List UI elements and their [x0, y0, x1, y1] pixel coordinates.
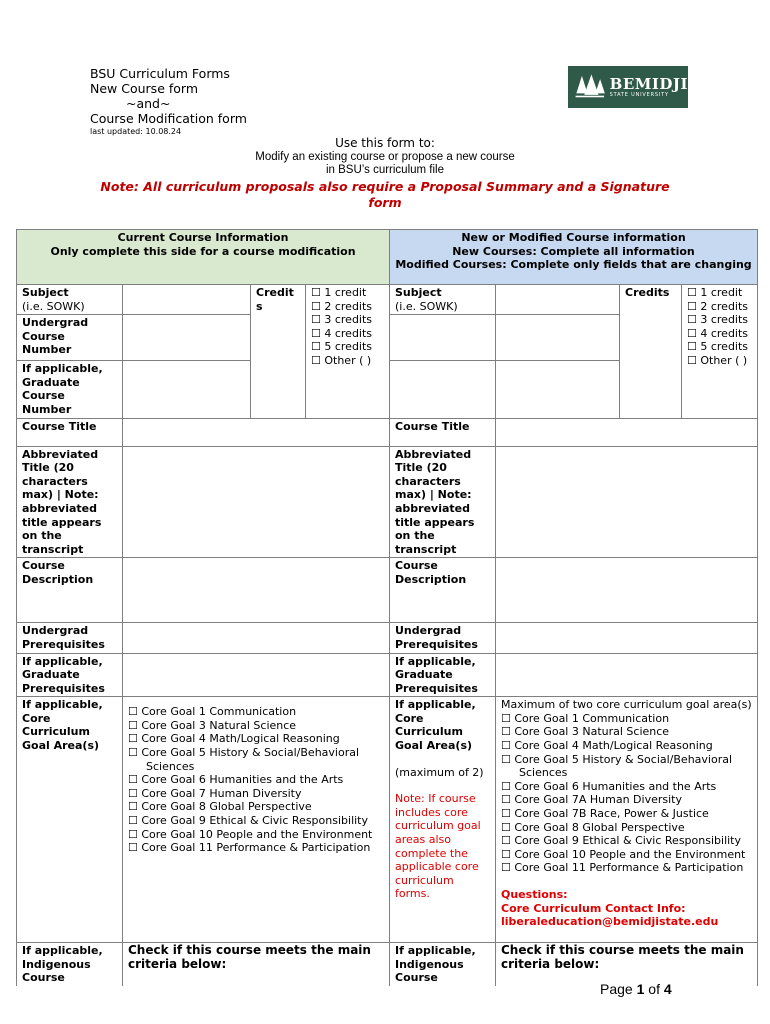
checkbox-option[interactable]: ☐ Core Goal 8 Global Perspective [128, 800, 312, 814]
grad-number-field[interactable] [123, 361, 251, 418]
checkbox-option[interactable]: ☐ Core Goal 10 People and the Environment [501, 847, 746, 861]
description-field[interactable] [123, 558, 390, 623]
checkbox-option[interactable]: ☐ 3 credits [311, 313, 373, 327]
checkbox-option[interactable]: ☐ 2 credits [311, 299, 373, 313]
header-text: Current Course Information [117, 231, 289, 244]
form-header [90, 66, 247, 137]
undergrad-number-label: Undergrad Course Number [17, 315, 123, 361]
course-title-field[interactable] [123, 418, 390, 446]
undergrad-prereq-field[interactable] [496, 623, 758, 653]
label: s [256, 299, 263, 313]
checkbox-option[interactable]: ☐ Core Goal 11 Performance & Participation [128, 841, 371, 855]
checkbox-option[interactable]: ☐ 2 credits [687, 299, 749, 313]
undergrad-prereq-label: Undergrad Prerequisites [390, 623, 496, 653]
header-line: BSU Curriculum Forms [90, 66, 230, 81]
indigenous-check-text: Check if this course meets the main criteria below: [123, 943, 390, 986]
checkbox-option[interactable]: ☐ Core Goal 10 People and the Environment [128, 827, 373, 841]
current-info-header [17, 230, 390, 285]
undergrad-prereq-label: Undergrad Prerequisites [17, 623, 123, 653]
undergrad-number-field[interactable] [496, 315, 620, 361]
header-text: New Courses: Complete all information [452, 244, 695, 258]
header-text: Modified Courses: Complete only fields that are changing [395, 258, 752, 272]
checkbox-option[interactable]: ☐ Core Goal 3 Natural Science [501, 725, 670, 739]
checkbox-option[interactable]: ☐ Core Goal 1 Communication [128, 705, 297, 719]
grad-prereq-field[interactable] [123, 653, 390, 697]
questions-label: Questions: [501, 888, 568, 901]
abbr-title-field[interactable] [496, 446, 758, 558]
new-info-header [390, 230, 758, 285]
pine-trees-icon [574, 69, 606, 105]
page-number [600, 981, 672, 997]
checkbox-option[interactable]: ☐ 3 credits [687, 313, 749, 327]
page-total: 4 [663, 981, 672, 997]
page-of: of [648, 981, 660, 997]
abbr-title-field[interactable] [123, 446, 390, 558]
logo-name: BEMIDJI [609, 74, 688, 93]
abbr-title-label: Abbreviated Title (20 characters max) | Note: abbreviated title appears on the transcript [390, 446, 496, 558]
indigenous-check-text: Check if this course meets the main criteria below: [496, 943, 758, 986]
course-form-table [16, 229, 758, 986]
grad-prereq-label: If applicable, Graduate Prerequisites [390, 653, 496, 697]
grad-number-label: If applicable, Graduate Course Number [17, 361, 123, 418]
label: (i.e. SOWK) [395, 299, 458, 313]
checkbox-option[interactable]: ☐ Core Goal 3 Natural Science [128, 718, 297, 732]
use-form-label: Use this form to: [335, 136, 435, 150]
undergrad-number-field[interactable] [123, 315, 251, 361]
checkbox-option[interactable]: ☐ Core Goal 6 Humanities and the Arts [128, 773, 344, 787]
label: Subject [22, 286, 69, 299]
header-line: ~and~ [126, 96, 171, 111]
core-goal-label [390, 697, 496, 943]
grad-number-field[interactable] [496, 361, 620, 418]
checkbox-option[interactable]: ☐ Core Goal 7B Race, Power & Justice [501, 807, 709, 821]
description-label: Course Description [17, 558, 123, 623]
credit-options[interactable] [306, 285, 390, 419]
option-continuation: Sciences [519, 766, 568, 780]
grad-number-label [390, 361, 496, 418]
bemidji-logo [568, 66, 688, 108]
indigenous-label: If applicable, Indigenous Course [17, 943, 123, 986]
checkbox-option[interactable]: ☐ Core Goal 8 Global Perspective [501, 820, 685, 834]
subject-field[interactable] [496, 285, 620, 315]
course-title-label: Course Title [390, 418, 496, 446]
label: If applicable, Core Curriculum Goal Area(s) [395, 698, 476, 753]
core-goal-label: If applicable, Core Curriculum Goal Area(s) [17, 697, 123, 943]
grad-prereq-label: If applicable, Graduate Prerequisites [17, 653, 123, 697]
subject-label [390, 285, 496, 315]
page-label: Page [600, 981, 633, 997]
logo-sub: STATE UNIVERSITY [609, 91, 669, 98]
checkbox-option[interactable]: ☐ Core Goal 7 Human Diversity [128, 786, 302, 800]
credits-label: Credits [620, 285, 682, 419]
max-text: Maximum of two core curriculum goal area(s) [501, 698, 752, 712]
checkbox-option[interactable]: ☐ 5 credits [311, 340, 373, 354]
checkbox-option[interactable]: ☐ 4 credits [311, 326, 373, 340]
checkbox-option[interactable]: ☐ Core Goal 11 Performance & Participation [501, 861, 744, 875]
course-title-field[interactable] [496, 418, 758, 446]
checkbox-option[interactable]: ☐ Core Goal 4 Math/Logical Reasoning [128, 732, 340, 746]
note-line: form [368, 195, 402, 210]
label: Credit [256, 286, 294, 299]
proposal-note [0, 179, 770, 211]
undergrad-number-label [390, 315, 496, 361]
core-note: Note: If course includes core curriculum goal areas also complete the applicable core curriculum forms. [395, 792, 481, 901]
option-continuation: Sciences [146, 759, 195, 773]
checkbox-option[interactable]: ☐ Core Goal 7A Human Diversity [501, 793, 682, 807]
description-field[interactable] [496, 558, 758, 623]
checkbox-option[interactable]: ☐ Core Goal 1 Communication [501, 711, 670, 725]
page-current: 1 [636, 981, 645, 997]
credit-options[interactable] [682, 285, 758, 419]
checkbox-option[interactable]: ☐ 1 credit [311, 286, 367, 299]
abbr-title-label: Abbreviated Title (20 characters max) | Note: abbreviated title appears on the transcript [17, 446, 123, 558]
checkbox-option[interactable]: ☐ Other ( ) [687, 353, 748, 367]
intro-line: Modify an existing course or propose a new course [255, 151, 515, 163]
last-updated: last updated: 10.08.24 [90, 127, 182, 136]
checkbox-option[interactable]: ☐ Core Goal 6 Humanities and the Arts [501, 779, 717, 793]
credits-label [251, 285, 306, 419]
note-line: Note: All curriculum proposals also require a Proposal Summary and a Signature [100, 179, 670, 194]
checkbox-option[interactable]: ☐ 1 credit [687, 286, 743, 299]
subject-field[interactable] [123, 285, 251, 315]
header-line: Course Modification form [90, 111, 247, 126]
checkbox-option[interactable]: ☐ Other ( ) [311, 353, 372, 367]
indigenous-label: If applicable, Indigenous Course [390, 943, 496, 986]
label: (i.e. SOWK) [22, 299, 85, 313]
core-goal-options[interactable] [496, 697, 758, 943]
checkbox-option[interactable]: ☐ Core Goal 4 Math/Logical Reasoning [501, 739, 713, 753]
checkbox-option[interactable]: ☐ Core Goal 9 Ethical & Civic Responsibility [128, 814, 369, 828]
course-title-label: Course Title [17, 418, 123, 446]
undergrad-prereq-field[interactable] [123, 623, 390, 653]
contact-label: Core Curriculum Contact Info: [501, 901, 686, 915]
checkbox-option[interactable]: ☐ 5 credits [687, 340, 749, 354]
header-text: Only complete this side for a course modification [50, 244, 356, 258]
subject-label [17, 285, 123, 315]
core-goal-options[interactable] [123, 697, 390, 943]
max-note: (maximum of 2) [395, 765, 484, 779]
goal-list[interactable] [501, 712, 752, 875]
contact-email-link[interactable]: liberaleducation@bemidjistate.edu [501, 915, 719, 929]
checkbox-option[interactable]: ☐ 4 credits [687, 326, 749, 340]
checkbox-option[interactable]: ☐ Core Goal 5 History & Social/Behavioral [501, 752, 733, 766]
header-line: New Course form [90, 81, 198, 96]
header-text: New or Modified Course information [461, 231, 686, 244]
intro-line: in BSU’s curriculum file [325, 164, 444, 176]
checkbox-option[interactable]: ☐ Core Goal 9 Ethical & Civic Responsibility [501, 834, 742, 848]
label: Subject [395, 286, 442, 299]
description-label: Course Description [390, 558, 496, 623]
checkbox-option[interactable]: ☐ Core Goal 5 History & Social/Behavioral [128, 746, 360, 760]
grad-prereq-field[interactable] [496, 653, 758, 697]
